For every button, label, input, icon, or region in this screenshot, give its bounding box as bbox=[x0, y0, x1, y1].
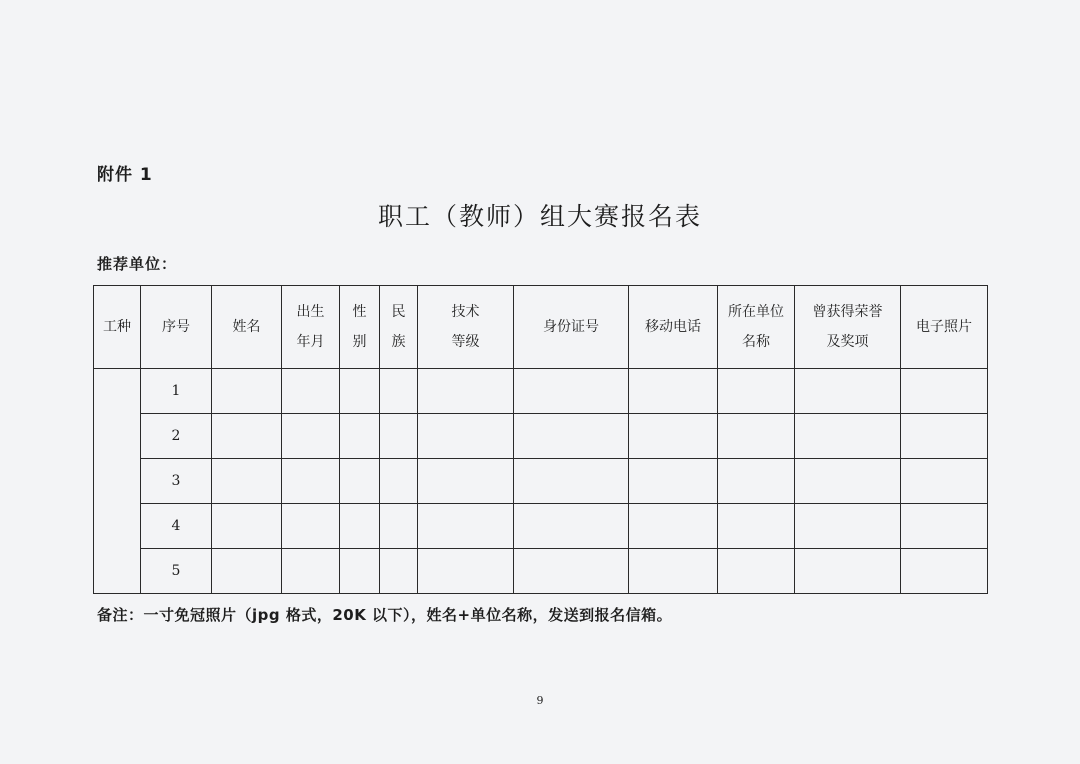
ethnicity-cell[interactable] bbox=[380, 459, 418, 504]
skill-cell[interactable] bbox=[418, 414, 514, 459]
serial-cell: 5 bbox=[141, 549, 212, 594]
unit-cell[interactable] bbox=[718, 414, 795, 459]
table-row bbox=[94, 369, 988, 414]
honors-cell[interactable] bbox=[795, 549, 901, 594]
gender-cell[interactable] bbox=[340, 414, 380, 459]
header-trade: 工种 bbox=[94, 286, 141, 369]
table-row bbox=[94, 459, 988, 504]
name-cell[interactable] bbox=[212, 504, 282, 549]
honors-cell[interactable] bbox=[795, 369, 901, 414]
photo-cell[interactable] bbox=[901, 504, 988, 549]
form-title: 职工（教师）组大赛报名表 bbox=[377, 202, 702, 231]
ethnicity-cell[interactable] bbox=[380, 369, 418, 414]
table-row bbox=[94, 549, 988, 594]
attachment-label: 附件 1 bbox=[97, 165, 153, 185]
serial-cell: 3 bbox=[141, 459, 212, 504]
header-id-number: 身份证号 bbox=[514, 286, 629, 369]
unit-cell[interactable] bbox=[718, 504, 795, 549]
mobile-cell[interactable] bbox=[629, 549, 718, 594]
gender-cell[interactable] bbox=[340, 459, 380, 504]
page-number: 9 bbox=[536, 694, 544, 707]
mobile-cell[interactable] bbox=[629, 369, 718, 414]
id-cell[interactable] bbox=[514, 504, 629, 549]
header-ethnicity: 民 族 bbox=[380, 286, 418, 369]
serial-cell: 4 bbox=[141, 504, 212, 549]
unit-cell[interactable] bbox=[718, 369, 795, 414]
name-cell[interactable] bbox=[212, 369, 282, 414]
mobile-cell[interactable] bbox=[629, 504, 718, 549]
skill-cell[interactable] bbox=[418, 459, 514, 504]
ethnicity-cell[interactable] bbox=[380, 549, 418, 594]
serial-cell: 1 bbox=[141, 369, 212, 414]
header-unit-name: 所在单位 名称 bbox=[718, 286, 795, 369]
id-cell[interactable] bbox=[514, 414, 629, 459]
gender-cell[interactable] bbox=[340, 549, 380, 594]
photo-cell[interactable] bbox=[901, 549, 988, 594]
id-cell[interactable] bbox=[514, 459, 629, 504]
table-row bbox=[94, 414, 988, 459]
name-cell[interactable] bbox=[212, 549, 282, 594]
skill-cell[interactable] bbox=[418, 504, 514, 549]
skill-cell[interactable] bbox=[418, 369, 514, 414]
trade-cell[interactable] bbox=[94, 369, 141, 594]
unit-cell[interactable] bbox=[718, 549, 795, 594]
photo-cell[interactable] bbox=[901, 414, 988, 459]
recommend-unit-label: 推荐单位： bbox=[97, 255, 178, 273]
table-header-row bbox=[94, 286, 988, 369]
ethnicity-cell[interactable] bbox=[380, 504, 418, 549]
honors-cell[interactable] bbox=[795, 459, 901, 504]
header-serial: 序号 bbox=[141, 286, 212, 369]
registration-table bbox=[93, 285, 988, 594]
header-mobile: 移动电话 bbox=[629, 286, 718, 369]
header-birth: 出生 年月 bbox=[282, 286, 340, 369]
mobile-cell[interactable] bbox=[629, 414, 718, 459]
birth-cell[interactable] bbox=[282, 459, 340, 504]
birth-cell[interactable] bbox=[282, 414, 340, 459]
header-name: 姓名 bbox=[212, 286, 282, 369]
gender-cell[interactable] bbox=[340, 504, 380, 549]
header-honors: 曾获得荣誉 及奖项 bbox=[795, 286, 901, 369]
header-skill-level: 技术 等级 bbox=[418, 286, 514, 369]
name-cell[interactable] bbox=[212, 414, 282, 459]
skill-cell[interactable] bbox=[418, 549, 514, 594]
footnote: 备注：一寸免冠照片（jpg 格式，20K 以下），姓名+单位名称，发送到报名信箱。 bbox=[97, 606, 673, 624]
photo-cell[interactable] bbox=[901, 369, 988, 414]
photo-cell[interactable] bbox=[901, 459, 988, 504]
id-cell[interactable] bbox=[514, 369, 629, 414]
header-photo: 电子照片 bbox=[901, 286, 988, 369]
birth-cell[interactable] bbox=[282, 369, 340, 414]
honors-cell[interactable] bbox=[795, 414, 901, 459]
table-row bbox=[94, 504, 988, 549]
ethnicity-cell[interactable] bbox=[380, 414, 418, 459]
name-cell[interactable] bbox=[212, 459, 282, 504]
mobile-cell[interactable] bbox=[629, 459, 718, 504]
birth-cell[interactable] bbox=[282, 504, 340, 549]
id-cell[interactable] bbox=[514, 549, 629, 594]
unit-cell[interactable] bbox=[718, 459, 795, 504]
header-gender: 性 别 bbox=[340, 286, 380, 369]
honors-cell[interactable] bbox=[795, 504, 901, 549]
birth-cell[interactable] bbox=[282, 549, 340, 594]
gender-cell[interactable] bbox=[340, 369, 380, 414]
serial-cell: 2 bbox=[141, 414, 212, 459]
